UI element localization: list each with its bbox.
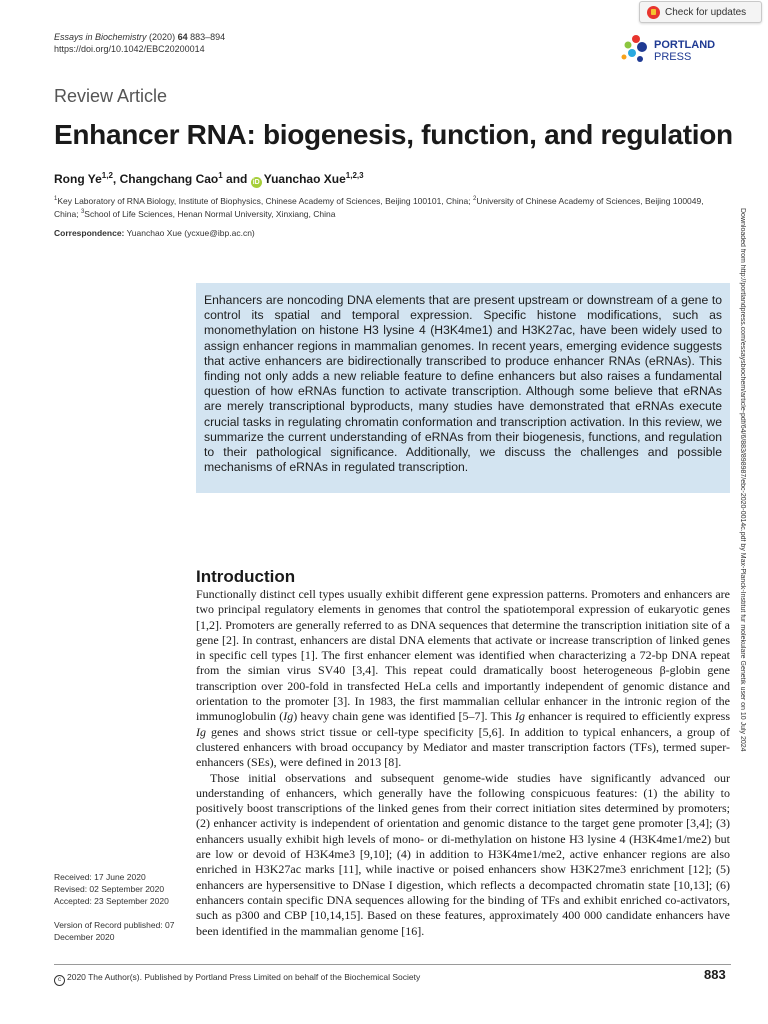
date-accepted: Accepted: 23 September 2020 (54, 896, 169, 906)
author-2-affil: 1 (218, 171, 223, 180)
publisher-logo (620, 33, 740, 83)
affil-marker: 1 (54, 196, 58, 202)
affiliation-2: University of Chinese Academy of Sciences, Beijing 100049, China; (54, 195, 704, 219)
author-2[interactable]: Changchang Cao (119, 172, 219, 186)
paragraph: Those initial observations and subsequent genome-wide studies have significantly advanced our understanding of enhancers, which generally have the following conspicuous features: (1) the ability to positively boost transcriptions of the linked genes from their correct initiation sites determined by promoters; (2) enhancer activity is independent of orientation and genomic distance to the target gene promoter [3,4]; (3) enhancers usually exhibit high levels of mono- or di-methylation on histone H3 lysine 4 (H3K4me1/me2) but are low or devoid of H3K4me3 [9,10]; (4) in addition to H3K4me1/me2, active enhancer regions are also enriched in H3K27ac marks [11], while inactive or poised enhancers show H3K27me3 enrichment [12]; (5) enhancers are hypersensitive to DNase I digestion, which reflects a decompacted chromatin state [10,13]; (6) enhancers contain specific DNA sequences allowing for the binding of TFs and exhibit enriched co-activators, such as p300 and CBP [10,14,15]. Based on these features, approximately 400 000 candidate enhancers have been identified in the mammalian genome [16]. (196, 770, 730, 938)
correspondence-email[interactable]: Yuanchao Xue (ycxue@ibp.ac.cn) (124, 228, 255, 238)
journal-year: (2020) (149, 32, 176, 42)
paragraph-text: enhancer is required to efficiently express (525, 709, 730, 724)
date-revised: Revised: 02 September 2020 (54, 884, 165, 894)
logo-portland: PORTLAND (654, 39, 716, 51)
affiliation-3: School of Life Sciences, Henan Normal University, Xinxiang, China (84, 208, 336, 219)
author-separator: , (112, 172, 120, 186)
affiliation-1: Key Laboratory of RNA Biology, Institute of Biophysics, Chinese Academy of Sciences, Beijing 100101, China; (57, 195, 473, 206)
affil-marker: 2 (472, 196, 477, 202)
author-list (54, 171, 364, 188)
gene-name: Ig (515, 709, 525, 724)
paragraph-text: Functionally distinct cell types usually exhibit different gene expression patterns. Promoters and enhancers are two principal regulatory elements in genomes that control the spatiotemporal expression of eukaryotic genes [1,2]. Promoters are generally referred to as DNA sequences that determine the transcription initiation site of a gene [2]. In contrast, enhancers are distal DNA elements that activate or increase transcription of linked genes in specific cell types [1]. The first enhancer element was identified when characterizing a 72-bp DNA repeat from the simian virus SV40 [3,4]. This repeat could dramatically boost heterogeneous β-globin gene transcription over 200-fold in transfected HeLa cells and importantly independent of genomic distance and orientation to the promoter [3]. In 1983, the first mammalian cellular enhancer in the intronic region of the immunoglobulin ( (196, 587, 730, 724)
footer-divider (54, 964, 731, 965)
author-separator: and (222, 172, 251, 186)
author-1[interactable]: Rong Ye (54, 172, 102, 186)
section-heading-introduction: Introduction (196, 567, 296, 586)
gene-name: Ig (196, 724, 206, 739)
paragraph (196, 587, 730, 771)
introduction-body (196, 587, 730, 939)
journal-citation (54, 31, 225, 55)
check-updates-label: Check for updates (665, 6, 747, 18)
portland-press-logo-icon (620, 33, 654, 73)
journal-name: Essays in Biochemistry (54, 32, 147, 42)
gene-name: Ig (283, 709, 294, 724)
affiliations (54, 194, 714, 220)
copyright-icon: c (54, 975, 65, 986)
correspondence-label: Correspondence: (54, 228, 125, 238)
version-of-record: Version of Record published: 07 December 2020 (54, 920, 175, 942)
paragraph-text: genes and shows strict tissue or cell-type specificity [5,6]. In addition to typical enhancers, a group of clustered enhancers with broad occupancy by Mediator and master transcription factors (TFs), termed super-enhancers (SEs), were defined in 2013 [8]. (196, 724, 730, 770)
doi-link[interactable]: https://doi.org/10.1042/EBC20200014 (54, 44, 205, 54)
affil-marker: 3 (80, 208, 85, 215)
journal-volume: 64 (177, 32, 188, 42)
check-for-updates-button[interactable] (639, 1, 762, 23)
author-3-affil: 1,2,3 (345, 171, 364, 180)
download-watermark: Downloaded from http://portlandpress.com/essaysbiochem/article-pdf/64/6/883/898987/ebc-2020-0014c.pdf by Max-Planck-Institut fur molekulare Genetik user on 10 July 2024 (739, 208, 746, 752)
article-title: Enhancer RNA: biogenesis, function, and regulation (54, 119, 733, 150)
author-3[interactable]: Yuanchao Xue (263, 172, 346, 186)
copyright-footer (54, 972, 420, 986)
date-received: Received: 17 June 2020 (54, 872, 146, 882)
orcid-icon[interactable]: iD (252, 179, 260, 186)
article-type: Review Article (54, 86, 168, 106)
correspondence (54, 228, 255, 238)
author-1-affil: 1,2 (101, 171, 113, 180)
check-updates-icon (647, 6, 660, 19)
paragraph-text: ) heavy chain gene was identified [5–7]. This (293, 709, 515, 724)
article-dates (54, 871, 169, 907)
journal-pages: 883–894 (190, 32, 226, 42)
copyright-text: 2020 The Author(s). Published by Portland Press Limited on behalf of the Biochemical Society (67, 972, 421, 982)
page-number: 883 (704, 967, 726, 982)
logo-press: PRESS (654, 51, 692, 63)
abstract-box: Enhancers are noncoding DNA elements that are present upstream or downstream of a gene to control its spatial and temporal expression. Specific histone modifications, such as monomethylation on histone H3 lysine 4 (H3K4me1) and H3K27ac, have been widely used to assign enhancer regions in mammalian genomes. In recent years, emerging evidence suggests that active enhancers are bidirectionally transcribed to produce enhancer RNAs (eRNAs). This finding not only adds a new reliable feature to define enhancers but also raises a fundamental question of how eRNAs function to activate transcription. Although some believe that eRNAs are merely transcriptional byproducts, many studies have demonstrated that eRNAs execute crucial tasks in regulating chromatin conformation and transcription activation. In this review, we summarize the current understanding of eRNAs from their biogenesis, functions, and regulation to their pathological significance. Additionally, we discuss the challenges and possible mechanisms of eRNAs in regulated transcription. (196, 283, 730, 493)
